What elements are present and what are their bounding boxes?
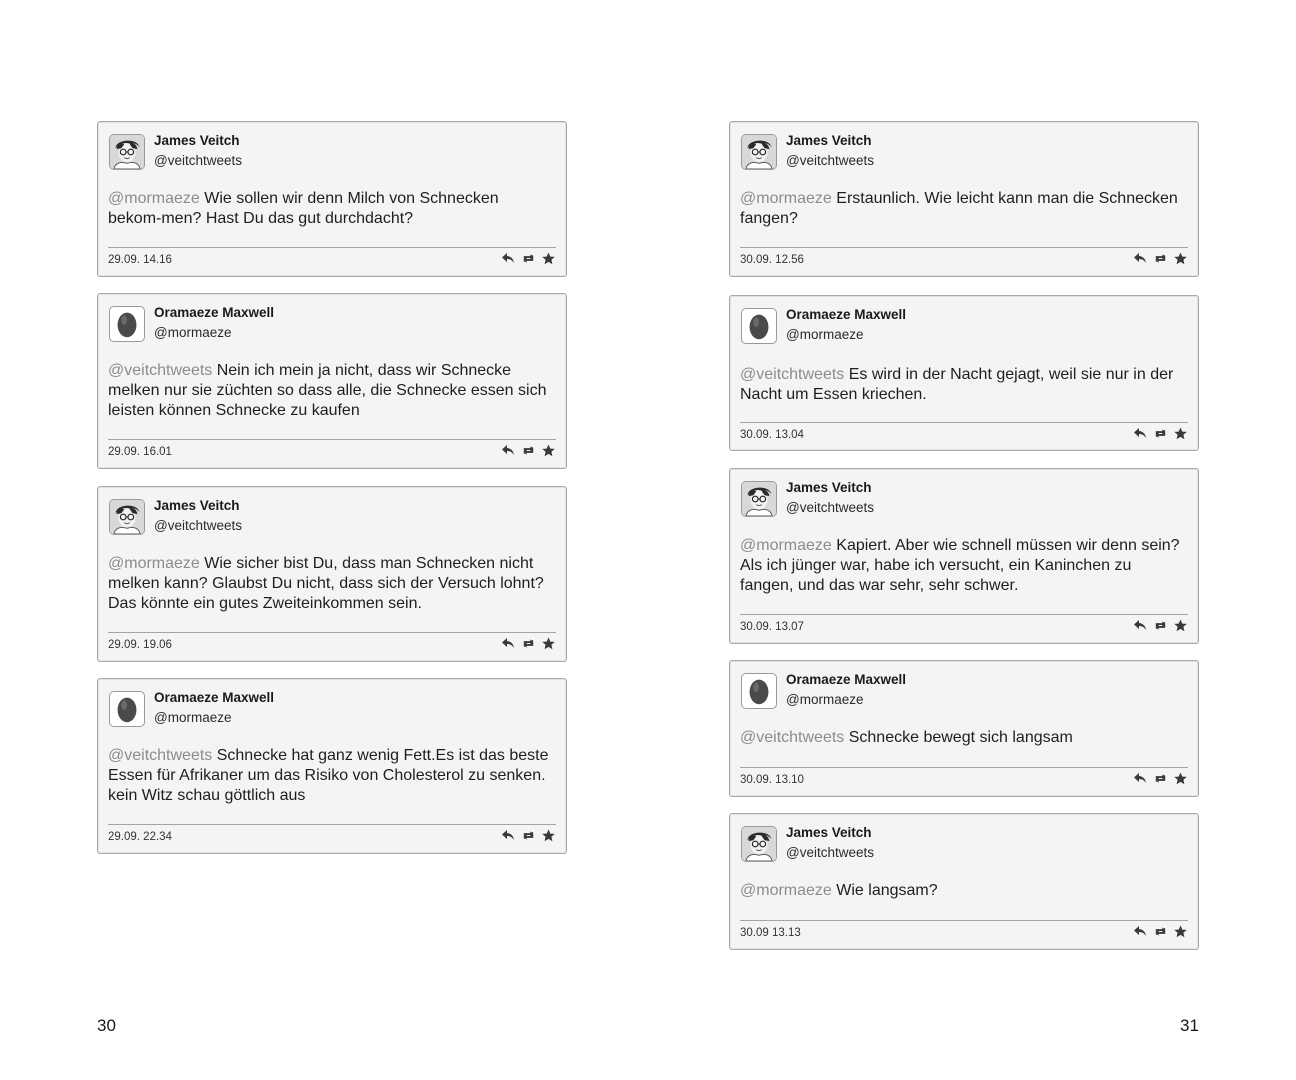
tweet-timestamp: 29.09. 19.06	[108, 639, 172, 651]
mention-link[interactable]: @mormaeze	[108, 555, 200, 572]
tweet-body: Nein ich mein ja nicht, dass wir Schnecke melken nur sie züchten so dass alle, die Schnecke essen sich leisten können Schnecke zu kaufen	[108, 362, 547, 419]
divider	[108, 824, 556, 825]
tweet-actions	[1133, 252, 1188, 265]
tweet-timestamp: 30.09. 13.04	[740, 429, 804, 441]
tweet-body: Kapiert. Aber wie schnell müssen wir denn sein? Als ich jünger war, habe ich versucht, ein Kaninchen zu fangen, und das war sehr, sehr schwer.	[740, 537, 1180, 594]
mention-link[interactable]: @mormaeze	[740, 882, 832, 899]
retweet-icon[interactable]	[521, 252, 536, 265]
author-handle[interactable]: @mormaeze	[786, 692, 864, 707]
tweet-card	[729, 813, 1199, 950]
divider	[740, 614, 1188, 615]
reply-icon[interactable]	[1133, 427, 1148, 440]
tweet-text	[740, 728, 1188, 748]
tweet-card	[97, 121, 567, 277]
egg-avatar[interactable]	[109, 691, 145, 727]
reply-icon[interactable]	[501, 444, 516, 457]
author-name[interactable]: Oramaeze Maxwell	[786, 672, 907, 687]
page-number-left: 30	[97, 1016, 116, 1035]
portrait-avatar[interactable]	[741, 481, 777, 517]
mention-link[interactable]: @veitchtweets	[740, 366, 845, 383]
divider	[740, 247, 1188, 248]
tweet-card	[729, 121, 1199, 277]
favorite-star-icon[interactable]	[1173, 772, 1188, 785]
mention-link[interactable]: @mormaeze	[108, 190, 200, 207]
reply-icon[interactable]	[1133, 925, 1148, 938]
divider	[108, 247, 556, 248]
portrait-avatar[interactable]	[741, 826, 777, 862]
tweet-card	[97, 293, 567, 469]
tweet-text	[740, 881, 1188, 901]
portrait-avatar[interactable]	[109, 499, 145, 535]
retweet-icon[interactable]	[1153, 427, 1168, 440]
tweet-card	[729, 468, 1199, 644]
egg-avatar[interactable]	[741, 308, 777, 344]
egg-avatar[interactable]	[109, 306, 145, 342]
divider	[108, 439, 556, 440]
tweet-body: Erstaunlich. Wie leicht kann man die Schnecken fangen?	[740, 190, 1178, 227]
author-name[interactable]: James Veitch	[786, 825, 872, 840]
retweet-icon[interactable]	[1153, 619, 1168, 632]
author-handle[interactable]: @veitchtweets	[154, 153, 242, 168]
page-number-right: 31	[1180, 1016, 1199, 1035]
tweet-timestamp: 29.09. 16.01	[108, 446, 172, 458]
tweet-timestamp: 30.09. 13.07	[740, 621, 804, 633]
mention-link[interactable]: @veitchtweets	[108, 362, 213, 379]
author-name[interactable]: Oramaeze Maxwell	[154, 305, 275, 320]
tweet-card	[729, 295, 1199, 451]
retweet-icon[interactable]	[1153, 252, 1168, 265]
divider	[108, 632, 556, 633]
mention-link[interactable]: @mormaeze	[740, 537, 832, 554]
tweet-body: Schnecke hat ganz wenig Fett.Es ist das beste Essen für Afrikaner um das Risiko von Cholesterol zu senken. kein Witz schau göttlich aus	[108, 747, 549, 804]
author-handle[interactable]: @veitchtweets	[786, 153, 874, 168]
tweet-timestamp: 29.09. 22.34	[108, 831, 172, 843]
tweet-actions	[1133, 427, 1188, 440]
favorite-star-icon[interactable]	[1173, 925, 1188, 938]
reply-icon[interactable]	[1133, 772, 1148, 785]
tweet-text	[108, 189, 556, 229]
mention-link[interactable]: @veitchtweets	[108, 747, 213, 764]
favorite-star-icon[interactable]	[541, 829, 556, 842]
reply-icon[interactable]	[1133, 619, 1148, 632]
egg-avatar[interactable]	[741, 673, 777, 709]
reply-icon[interactable]	[501, 252, 516, 265]
favorite-star-icon[interactable]	[1173, 427, 1188, 440]
retweet-icon[interactable]	[521, 444, 536, 457]
divider	[740, 422, 1188, 423]
tweet-timestamp: 30.09. 12.56	[740, 254, 804, 266]
author-handle[interactable]: @mormaeze	[786, 327, 864, 342]
tweet-timestamp: 29.09. 14.16	[108, 254, 172, 266]
tweet-card	[97, 486, 567, 662]
author-handle[interactable]: @mormaeze	[154, 710, 232, 725]
author-handle[interactable]: @veitchtweets	[154, 518, 242, 533]
author-handle[interactable]: @mormaeze	[154, 325, 232, 340]
favorite-star-icon[interactable]	[541, 637, 556, 650]
tweet-actions	[501, 444, 556, 457]
author-name[interactable]: James Veitch	[154, 133, 240, 148]
tweet-card	[729, 660, 1199, 797]
reply-icon[interactable]	[501, 829, 516, 842]
tweet-text	[740, 189, 1188, 229]
author-name[interactable]: Oramaeze Maxwell	[786, 307, 907, 322]
tweet-body: Schnecke bewegt sich langsam	[844, 729, 1073, 746]
portrait-avatar[interactable]	[109, 134, 145, 170]
author-name[interactable]: James Veitch	[154, 498, 240, 513]
author-name[interactable]: James Veitch	[786, 480, 872, 495]
divider	[740, 920, 1188, 921]
tweet-body: Wie sollen wir denn Milch von Schnecken bekom-men? Hast Du das gut durchdacht?	[108, 190, 499, 227]
tweet-text	[740, 536, 1188, 596]
author-handle[interactable]: @veitchtweets	[786, 500, 874, 515]
reply-icon[interactable]	[501, 637, 516, 650]
favorite-star-icon[interactable]	[1173, 252, 1188, 265]
tweet-text	[740, 365, 1188, 405]
tweet-body: Wie langsam?	[831, 882, 938, 899]
favorite-star-icon[interactable]	[541, 252, 556, 265]
tweet-body: Wie sicher bist Du, dass man Schnecken nicht melken kann? Glaubst Du nicht, dass sich der Versuch lohnt? Das könnte ein gutes Zweiteinkommen sein.	[108, 555, 544, 612]
author-name[interactable]: James Veitch	[786, 133, 872, 148]
author-handle[interactable]: @veitchtweets	[786, 845, 874, 860]
retweet-icon[interactable]	[1153, 925, 1168, 938]
tweet-body: Es wird in der Nacht gejagt, weil sie nur in der Nacht um Essen kriechen.	[740, 366, 1174, 403]
tweet-text	[108, 746, 556, 806]
tweet-actions	[1133, 772, 1188, 785]
mention-link[interactable]: @veitchtweets	[740, 729, 845, 746]
author-name[interactable]: Oramaeze Maxwell	[154, 690, 275, 705]
tweet-timestamp: 30.09. 13.10	[740, 774, 804, 786]
retweet-icon[interactable]	[1153, 772, 1168, 785]
tweet-actions	[501, 252, 556, 265]
favorite-star-icon[interactable]	[1173, 619, 1188, 632]
favorite-star-icon[interactable]	[541, 444, 556, 457]
tweet-timestamp: 30.09 13.13	[740, 927, 801, 939]
tweet-actions	[1133, 619, 1188, 632]
tweet-actions	[501, 637, 556, 650]
reply-icon[interactable]	[1133, 252, 1148, 265]
mention-link[interactable]: @mormaeze	[740, 190, 832, 207]
tweet-actions	[1133, 925, 1188, 938]
tweet-text	[108, 554, 556, 614]
retweet-icon[interactable]	[521, 637, 536, 650]
divider	[740, 767, 1188, 768]
tweet-text	[108, 361, 556, 421]
tweet-actions	[501, 829, 556, 842]
retweet-icon[interactable]	[521, 829, 536, 842]
tweet-card	[97, 678, 567, 854]
portrait-avatar[interactable]	[741, 134, 777, 170]
